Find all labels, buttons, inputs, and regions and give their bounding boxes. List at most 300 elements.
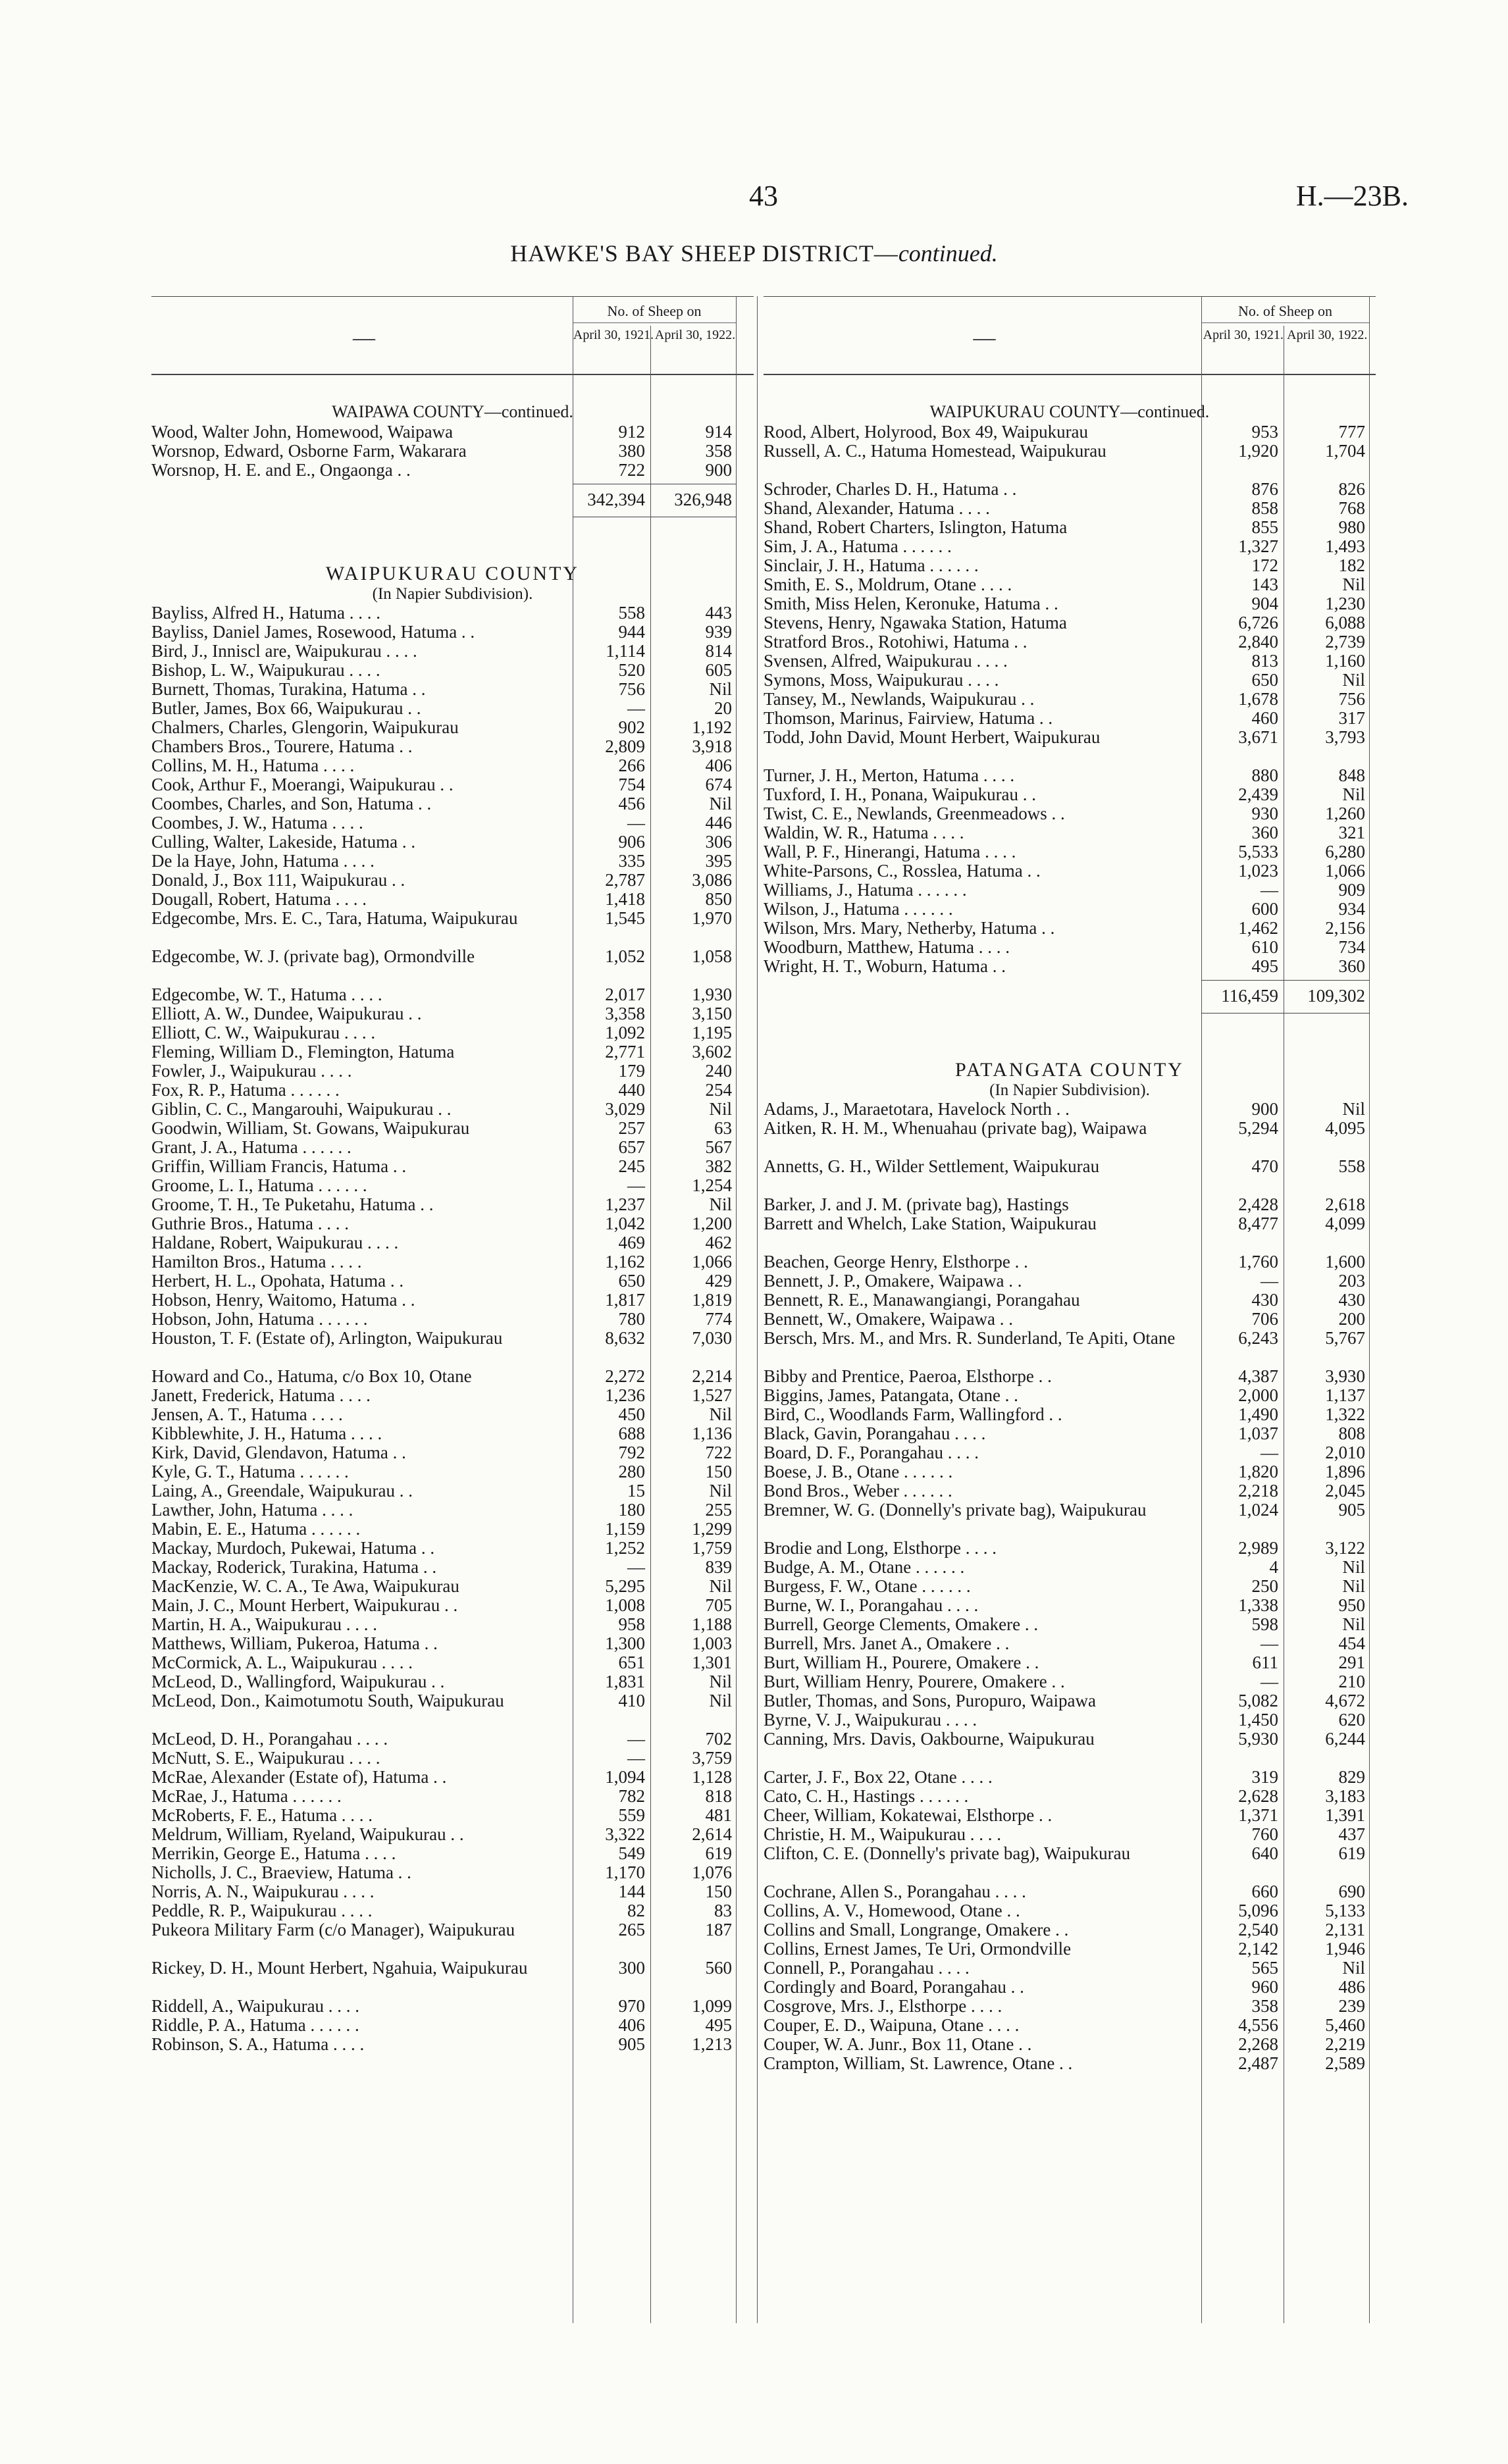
sheep-1922: 1,391 [1325, 1805, 1365, 1825]
sheep-1921: 266 [618, 756, 645, 775]
sheep-1921: 5,294 [1238, 1118, 1278, 1138]
sheep-1922: 702 [705, 1729, 732, 1749]
sheep-1921: 960 [1251, 1977, 1278, 1997]
sheep-1921: 598 [1251, 1614, 1278, 1634]
sheep-1922: 6,280 [1325, 842, 1365, 861]
sheep-1922: 1,704 [1325, 441, 1365, 461]
subdivision-note: (In Napier Subdivision). [989, 1081, 1150, 1099]
sheep-1921: 5,096 [1238, 1901, 1278, 1920]
sheep-1922: 437 [1338, 1824, 1365, 1844]
sheep-1921: 406 [618, 2015, 645, 2035]
sheep-1922: 914 [705, 422, 732, 442]
table-row [764, 1997, 1376, 2016]
subcolumn-headers [1201, 323, 1369, 343]
sheep-1922: Nil [1342, 1614, 1365, 1634]
table-row [151, 642, 754, 661]
sheep-1921: 855 [1251, 517, 1278, 537]
holder-name: Byrne, V. J., Waipukurau . . . . [764, 1710, 977, 1730]
holder-name: McLeod, D., Wallingford, Waipukurau . . [151, 1672, 445, 1691]
sheep-1921: 179 [618, 1061, 645, 1081]
holder-name: Houston, T. F. (Estate of), Arlington, Waipukurau [151, 1328, 503, 1348]
sheep-1921: 456 [618, 794, 645, 813]
holder-name: Barker, J. and J. M. (private bag), Hastings [764, 1194, 1069, 1214]
sheep-1921: 6,726 [1238, 613, 1278, 632]
sheep-1921: 410 [618, 1691, 645, 1710]
holder-name: Couper, E. D., Waipuna, Otane . . . . [764, 2015, 1020, 2035]
table-row [151, 1138, 754, 1157]
sheep-1922: 240 [705, 1061, 732, 1081]
table-row [764, 1634, 1376, 1653]
holder-name: Sim, J. A., Hatuma . . . . . . [764, 536, 952, 556]
table-row [764, 1252, 1376, 1271]
holder-name: Goodwin, William, St. Gowans, Waipukurau [151, 1118, 470, 1138]
table-row [151, 1271, 754, 1291]
sheep-1922: 814 [705, 641, 732, 661]
sheep-1922: 829 [1338, 1767, 1365, 1787]
holder-name: Burrell, George Clements, Omakere . . [764, 1614, 1039, 1634]
sheep-1921: 1,052 [605, 946, 645, 966]
table-row [764, 919, 1376, 938]
total-1922: 109,302 [1307, 986, 1365, 1006]
section-heading: WAIPAWA COUNTY—continued. [332, 402, 573, 421]
sheep-1922: Nil [709, 1099, 732, 1119]
sheep-1922: 63 [714, 1118, 732, 1138]
sheep-1921: 1,008 [605, 1595, 645, 1615]
sheep-1921: 1,236 [605, 1385, 645, 1405]
total-row [151, 488, 754, 517]
sheep-1922: 203 [1338, 1271, 1365, 1291]
holder-name: Cato, C. H., Hastings . . . . . . [764, 1786, 969, 1806]
table-row [764, 1844, 1376, 1882]
sheep-1921: 460 [1251, 708, 1278, 728]
table-row [151, 1596, 754, 1615]
table-row [151, 1920, 754, 1959]
table-row [151, 737, 754, 756]
sheep-1921: 440 [618, 1080, 645, 1100]
table-row [764, 499, 1376, 518]
holder-name: Donald, J., Box 111, Waipukurau . . [151, 870, 405, 890]
holder-name: Norris, A. N., Waipukurau . . . . [151, 1882, 375, 1901]
sheep-1921: 640 [1251, 1843, 1278, 1863]
holder-name: Aitken, R. H. M., Whenuahau (private bag), Waipawa [764, 1118, 1147, 1138]
sheep-1921: 5,082 [1238, 1691, 1278, 1710]
table-row [151, 947, 754, 985]
sheep-1921: — [1261, 1633, 1278, 1653]
table-row [764, 1768, 1376, 1787]
table-row [764, 1367, 1376, 1386]
spacer [151, 517, 754, 563]
table-row [151, 1959, 754, 1997]
sheep-1921: 6,243 [1238, 1328, 1278, 1348]
table-row [764, 1882, 1376, 1901]
sheep-1921: 1,023 [1238, 861, 1278, 881]
table-row [764, 861, 1376, 881]
sheep-1921: 906 [618, 832, 645, 852]
table-row [764, 2035, 1376, 2054]
sheep-1921: 265 [618, 1920, 645, 1939]
table-row [764, 575, 1376, 594]
sheep-1922: 6,244 [1325, 1729, 1365, 1749]
sheep-1922: 777 [1338, 422, 1365, 442]
sheep-1922: 950 [1338, 1595, 1365, 1615]
table-row [151, 1195, 754, 1214]
sheep-1922: 1,527 [692, 1385, 732, 1405]
sheep-1922: Nil [709, 679, 732, 699]
sheep-1922: 210 [1338, 1672, 1365, 1691]
sheep-1921: 1,820 [1238, 1462, 1278, 1481]
holder-name: McRae, J., Hatuma . . . . . . [151, 1786, 342, 1806]
holder-name: Bennett, R. E., Manawangiangi, Porangahau [764, 1290, 1080, 1310]
holder-name: Coombes, Charles, and Son, Hatuma . . [151, 794, 432, 813]
sheep-1922: 722 [705, 1443, 732, 1462]
sheep-1921: — [627, 1557, 645, 1577]
holder-name: Edgecombe, W. T., Hatuma . . . . [151, 985, 382, 1004]
holder-name: Cosgrove, Mrs. J., Elsthorpe . . . . [764, 1996, 1002, 2016]
column-divider [757, 296, 758, 2323]
table-row [151, 1443, 754, 1462]
sheep-1921: 2,272 [605, 1366, 645, 1386]
table-row [151, 1081, 754, 1100]
sheep-1921: 1,371 [1238, 1805, 1278, 1825]
holder-name: Wilson, J., Hatuma . . . . . . [764, 899, 953, 919]
sheep-1922: 1,066 [1325, 861, 1365, 881]
sheep-1922: 756 [1338, 689, 1365, 709]
subdivision-note: (In Napier Subdivision). [372, 585, 533, 603]
sheep-1922: 481 [705, 1805, 732, 1825]
sheep-1922: 900 [705, 460, 732, 480]
holder-name: Hamilton Bros., Hatuma . . . . [151, 1252, 362, 1271]
sheep-1922: 406 [705, 756, 732, 775]
sheep-1922: 5,460 [1325, 2015, 1365, 2035]
holder-name: Burgess, F. W., Otane . . . . . . [764, 1576, 971, 1596]
table-row [151, 1023, 754, 1042]
sheep-1921: 953 [1251, 422, 1278, 442]
sheep-1922: 7,030 [692, 1328, 732, 1348]
sheep-1922: 1,896 [1325, 1462, 1365, 1481]
holder-name: Connell, P., Porangahau . . . . [764, 1958, 970, 1978]
table-row [764, 537, 1376, 556]
sheep-1922: 939 [705, 622, 732, 642]
sheep-1922: 3,086 [692, 870, 732, 890]
sheep-1922: 850 [705, 889, 732, 909]
holder-name: Shand, Robert Charters, Islington, Hatuma [764, 517, 1068, 537]
sheep-1922: 1,600 [1325, 1252, 1365, 1271]
table-row [764, 518, 1376, 537]
holder-name: Edgecombe, W. J. (private bag), Ormondville [151, 946, 475, 966]
table-row [151, 1386, 754, 1405]
table-row [764, 1978, 1376, 1997]
sheep-1922: 619 [705, 1843, 732, 1863]
sheep-1921: 4,387 [1238, 1366, 1278, 1386]
table-row [151, 1119, 754, 1138]
sheep-1921: 1,418 [605, 889, 645, 909]
table-row [764, 900, 1376, 919]
sheep-1922: 6,088 [1325, 613, 1365, 632]
sheep-1922: Nil [709, 1672, 732, 1691]
sheep-1921: 611 [1252, 1653, 1278, 1672]
sheep-1921: 5,533 [1238, 842, 1278, 861]
holder-name: Janett, Frederick, Hatuma . . . . [151, 1385, 371, 1405]
sheep-1922: Nil [1342, 784, 1365, 804]
holder-name: Burne, W. I., Porangahau . . . . [764, 1595, 979, 1615]
holder-name: Canning, Mrs. Davis, Oakbourne, Waipukurau [764, 1729, 1095, 1749]
sheep-1922: 1,230 [1325, 594, 1365, 613]
table-row [764, 2054, 1376, 2073]
holder-name: Biggins, James, Patangata, Otane . . [764, 1385, 1018, 1405]
holder-name: Griffin, William Francis, Hatuma . . [151, 1156, 407, 1176]
table-row [151, 1004, 754, 1023]
holder-name: Laing, A., Greendale, Waipukurau . . [151, 1481, 413, 1501]
sheep-1922: 4,099 [1325, 1214, 1365, 1233]
table-row [151, 1405, 754, 1424]
sheep-1922: 1,946 [1325, 1939, 1365, 1959]
holder-name: Bennett, J. P., Omakere, Waipawa . . [764, 1271, 1022, 1291]
holder-name: White-Parsons, C., Rosslea, Hatuma . . [764, 861, 1041, 881]
holder-name: Hobson, Henry, Waitomo, Hatuma . . [151, 1290, 415, 1310]
sheep-1921: 2,000 [1238, 1385, 1278, 1405]
table-row [151, 423, 754, 442]
table-row [151, 1329, 754, 1367]
table-row [764, 1787, 1376, 1806]
holder-name: Groome, T. H., Te Puketahu, Hatuma . . [151, 1194, 434, 1214]
holder-name: Stevens, Henry, Ngawaka Station, Hatuma [764, 613, 1067, 632]
holder-name: Howard and Co., Hatuma, c/o Box 10, Otane [151, 1366, 472, 1386]
holder-name: Sinclair, J. H., Hatuma . . . . . . [764, 555, 979, 575]
table-row [764, 1806, 1376, 1825]
sheep-1922: 3,918 [692, 736, 732, 756]
table-row [151, 1539, 754, 1558]
sheep-1921: 2,540 [1238, 1920, 1278, 1939]
table-rows [151, 387, 754, 2054]
sheep-1921: 1,092 [605, 1023, 645, 1042]
sheep-1921: 82 [627, 1901, 645, 1920]
table-row [764, 1310, 1376, 1329]
sheep-1922: 734 [1338, 937, 1365, 957]
table-row [151, 699, 754, 718]
table-row [764, 842, 1376, 861]
holder-name: Lawther, John, Hatuma . . . . [151, 1500, 353, 1520]
table-row [151, 603, 754, 623]
sheep-1921: 904 [1251, 594, 1278, 613]
sheep-1922: 495 [705, 2015, 732, 2035]
sheep-1922: 1,301 [692, 1653, 732, 1672]
sheep-1922: 3,150 [692, 1004, 732, 1023]
holder-name: Clifton, C. E. (Donnelly's private bag), Waipukurau [764, 1843, 1131, 1863]
sheep-1922: 2,156 [1325, 918, 1365, 938]
sheep-1922: 4,095 [1325, 1118, 1365, 1138]
sheep-1922: 446 [705, 813, 732, 833]
holder-name: Bremner, W. G. (Donnelly's private bag), Waipukurau [764, 1500, 1147, 1520]
sheep-1921: 1,037 [1238, 1424, 1278, 1443]
sheep-1921: — [1261, 1271, 1278, 1291]
holder-name: McNutt, S. E., Waipukurau . . . . [151, 1748, 380, 1768]
sheep-1921: 1,094 [605, 1767, 645, 1787]
holder-name: Merrikin, George E., Hatuma . . . . [151, 1843, 396, 1863]
table-row [151, 775, 754, 794]
sheep-1922: 839 [705, 1557, 732, 1577]
table-row [151, 1634, 754, 1653]
sheep-1922: 187 [705, 1920, 732, 1939]
sheep-1922: 1,759 [692, 1538, 732, 1558]
table-row [151, 1749, 754, 1768]
table-row [764, 632, 1376, 652]
sheep-1922: 620 [1338, 1710, 1365, 1730]
sheep-1922: Nil [709, 1576, 732, 1596]
sheep-1922: 1,200 [692, 1214, 732, 1233]
sheep-1922: 3,602 [692, 1042, 732, 1062]
sheep-1921: 380 [618, 441, 645, 461]
sheep-1921: 756 [618, 679, 645, 699]
holder-name: Pukeora Military Farm (c/o Manager), Waipukurau [151, 1920, 515, 1939]
sheep-1922: 2,739 [1325, 632, 1365, 652]
table-row [764, 1157, 1376, 1195]
holder-name: McCormick, A. L., Waipukurau . . . . [151, 1653, 413, 1672]
table-row [151, 1157, 754, 1176]
table-row [764, 671, 1376, 690]
sheep-1921: 660 [1251, 1882, 1278, 1901]
sheep-1922: 2,618 [1325, 1194, 1365, 1214]
sheep-1922: 83 [714, 1901, 732, 1920]
table-row [764, 823, 1376, 842]
holder-name: Martin, H. A., Waipukurau . . . . [151, 1614, 378, 1634]
sheep-1921: 1,327 [1238, 536, 1278, 556]
holder-name: Couper, W. A. Junr., Box 11, Otane . . [764, 2034, 1032, 2054]
holder-name: Matthews, William, Pukeroa, Hatuma . . [151, 1633, 438, 1653]
sheep-1922: 934 [1338, 899, 1365, 919]
sheep-1921: 430 [1251, 1290, 1278, 1310]
table-row [151, 833, 754, 852]
holder-name: Svensen, Alfred, Waipukurau . . . . [764, 651, 1008, 671]
holder-name: Bird, J., Inniscl are, Waipukurau . . . . [151, 641, 417, 661]
sheep-1922: 909 [1338, 880, 1365, 900]
sheep-1922: Nil [1342, 670, 1365, 690]
table-row [764, 957, 1376, 976]
sheep-1921: 1,760 [1238, 1252, 1278, 1271]
table-row [151, 2016, 754, 2035]
holder-name: Annetts, G. H., Wilder Settlement, Waipukurau [764, 1156, 1100, 1176]
holder-name: Riddell, A., Waipukurau . . . . [151, 1996, 360, 2016]
table-row [764, 1462, 1376, 1481]
sheep-1922: 3,183 [1325, 1786, 1365, 1806]
sheep-1921: 610 [1251, 937, 1278, 957]
sheep-1922: 254 [705, 1080, 732, 1100]
holder-name: Smith, E. S., Moldrum, Otane . . . . [764, 575, 1012, 594]
sheep-1922: Nil [1342, 1557, 1365, 1577]
sheep-1921: 1,831 [605, 1672, 645, 1691]
table-row [151, 1558, 754, 1577]
holder-name: Crampton, William, St. Lawrence, Otane . . [764, 2053, 1073, 2073]
sheep-1921: 902 [618, 717, 645, 737]
holder-name: Burnett, Thomas, Turakina, Hatuma . . [151, 679, 426, 699]
holder-name: Wood, Walter John, Homewood, Waipawa [151, 422, 454, 442]
holder-name: Coombes, J. W., Hatuma . . . . [151, 813, 363, 833]
table-row [764, 1596, 1376, 1615]
holder-name: Carter, J. F., Box 22, Otane . . . . [764, 1767, 993, 1787]
holder-name: Giblin, C. C., Mangarouhi, Waipukurau . . [151, 1099, 452, 1119]
sheep-1921: 958 [618, 1614, 645, 1634]
sheep-1921: 5,295 [605, 1576, 645, 1596]
sheep-1922: 848 [1338, 765, 1365, 785]
sheep-1922: 5,133 [1325, 1901, 1365, 1920]
sheep-1921: 3,358 [605, 1004, 645, 1023]
table-row [151, 1653, 754, 1672]
sheep-1921: 15 [627, 1481, 645, 1501]
table-row [151, 2035, 754, 2054]
sheep-1921: 1,545 [605, 908, 645, 928]
holder-name: Budge, A. M., Otane . . . . . . [764, 1557, 965, 1577]
holder-name: Guthrie Bros., Hatuma . . . . [151, 1214, 349, 1233]
table-row [764, 1920, 1376, 1939]
sheep-1922: 462 [705, 1233, 732, 1252]
holder-name: Haldane, Robert, Waipukurau . . . . [151, 1233, 399, 1252]
sheep-1922: 605 [705, 660, 732, 680]
holder-name: Grant, J. A., Hatuma . . . . . . [151, 1137, 351, 1157]
left-table [151, 296, 754, 2323]
holder-name: Mackay, Roderick, Turakina, Hatuma . . [151, 1557, 437, 1577]
holder-name: Bond Bros., Weber . . . . . . [764, 1481, 952, 1501]
holder-name: Russell, A. C., Hatuma Homestead, Waipukurau [764, 441, 1106, 461]
sheep-1921: 250 [1251, 1576, 1278, 1596]
sheep-1922: 2,214 [692, 1366, 732, 1386]
holder-name: Wright, H. T., Woburn, Hatuma . . [764, 956, 1006, 976]
sheep-1922: Nil [1342, 1099, 1365, 1119]
sheep-1921: 3,029 [605, 1099, 645, 1119]
table-row [764, 1710, 1376, 1730]
table-row [151, 1787, 754, 1806]
sheep-1922: 567 [705, 1137, 732, 1157]
table-row [151, 1501, 754, 1520]
table-row [151, 852, 754, 871]
holder-name: Elliott, A. W., Dundee, Waipukurau . . [151, 1004, 422, 1023]
holder-name: Symons, Moss, Waipukurau . . . . [764, 670, 999, 690]
table-row [764, 1577, 1376, 1596]
holder-name: Burt, William H., Pourere, Omakere . . [764, 1653, 1039, 1672]
sheep-1921: 549 [618, 1843, 645, 1863]
table-row [151, 871, 754, 890]
total-1922: 326,948 [674, 490, 732, 509]
sheep-1921: 1,678 [1238, 689, 1278, 709]
holder-name: Woodburn, Matthew, Hatuma . . . . [764, 937, 1010, 957]
table-row [151, 442, 754, 461]
table-row [151, 756, 754, 775]
holder-name: Cheer, William, Kokatewai, Elsthorpe . . [764, 1805, 1053, 1825]
sheep-1922: 4,672 [1325, 1691, 1365, 1710]
page-title [0, 240, 1508, 267]
sheep-1921: 1,817 [605, 1290, 645, 1310]
sheep-1922: 1,195 [692, 1023, 732, 1042]
holder-name: Bayliss, Daniel James, Rosewood, Hatuma . . [151, 622, 475, 642]
table-row [151, 1691, 754, 1730]
table-row [764, 766, 1376, 785]
name-column-header: — [973, 326, 996, 350]
sheep-1922: 443 [705, 603, 732, 623]
table-row [151, 1462, 754, 1481]
holder-name: Jensen, A. T., Hatuma . . . . [151, 1404, 343, 1424]
sheep-1921: 1,490 [1238, 1404, 1278, 1424]
table-row [151, 1176, 754, 1195]
column-group-header [1201, 303, 1369, 343]
holder-name: Bird, C., Woodlands Farm, Wallingford . . [764, 1404, 1062, 1424]
sheep-1921: 657 [618, 1137, 645, 1157]
sheep-1922: 1,213 [692, 2034, 732, 2054]
sheep-1921: 2,218 [1238, 1481, 1278, 1501]
sheep-1921: 2,268 [1238, 2034, 1278, 2054]
sheep-1921: 2,840 [1238, 632, 1278, 652]
table-rows [764, 387, 1376, 2073]
table-row [764, 1271, 1376, 1291]
sheep-1921: 245 [618, 1156, 645, 1176]
holder-name: Burrell, Mrs. Janet A., Omakere . . [764, 1633, 1010, 1653]
